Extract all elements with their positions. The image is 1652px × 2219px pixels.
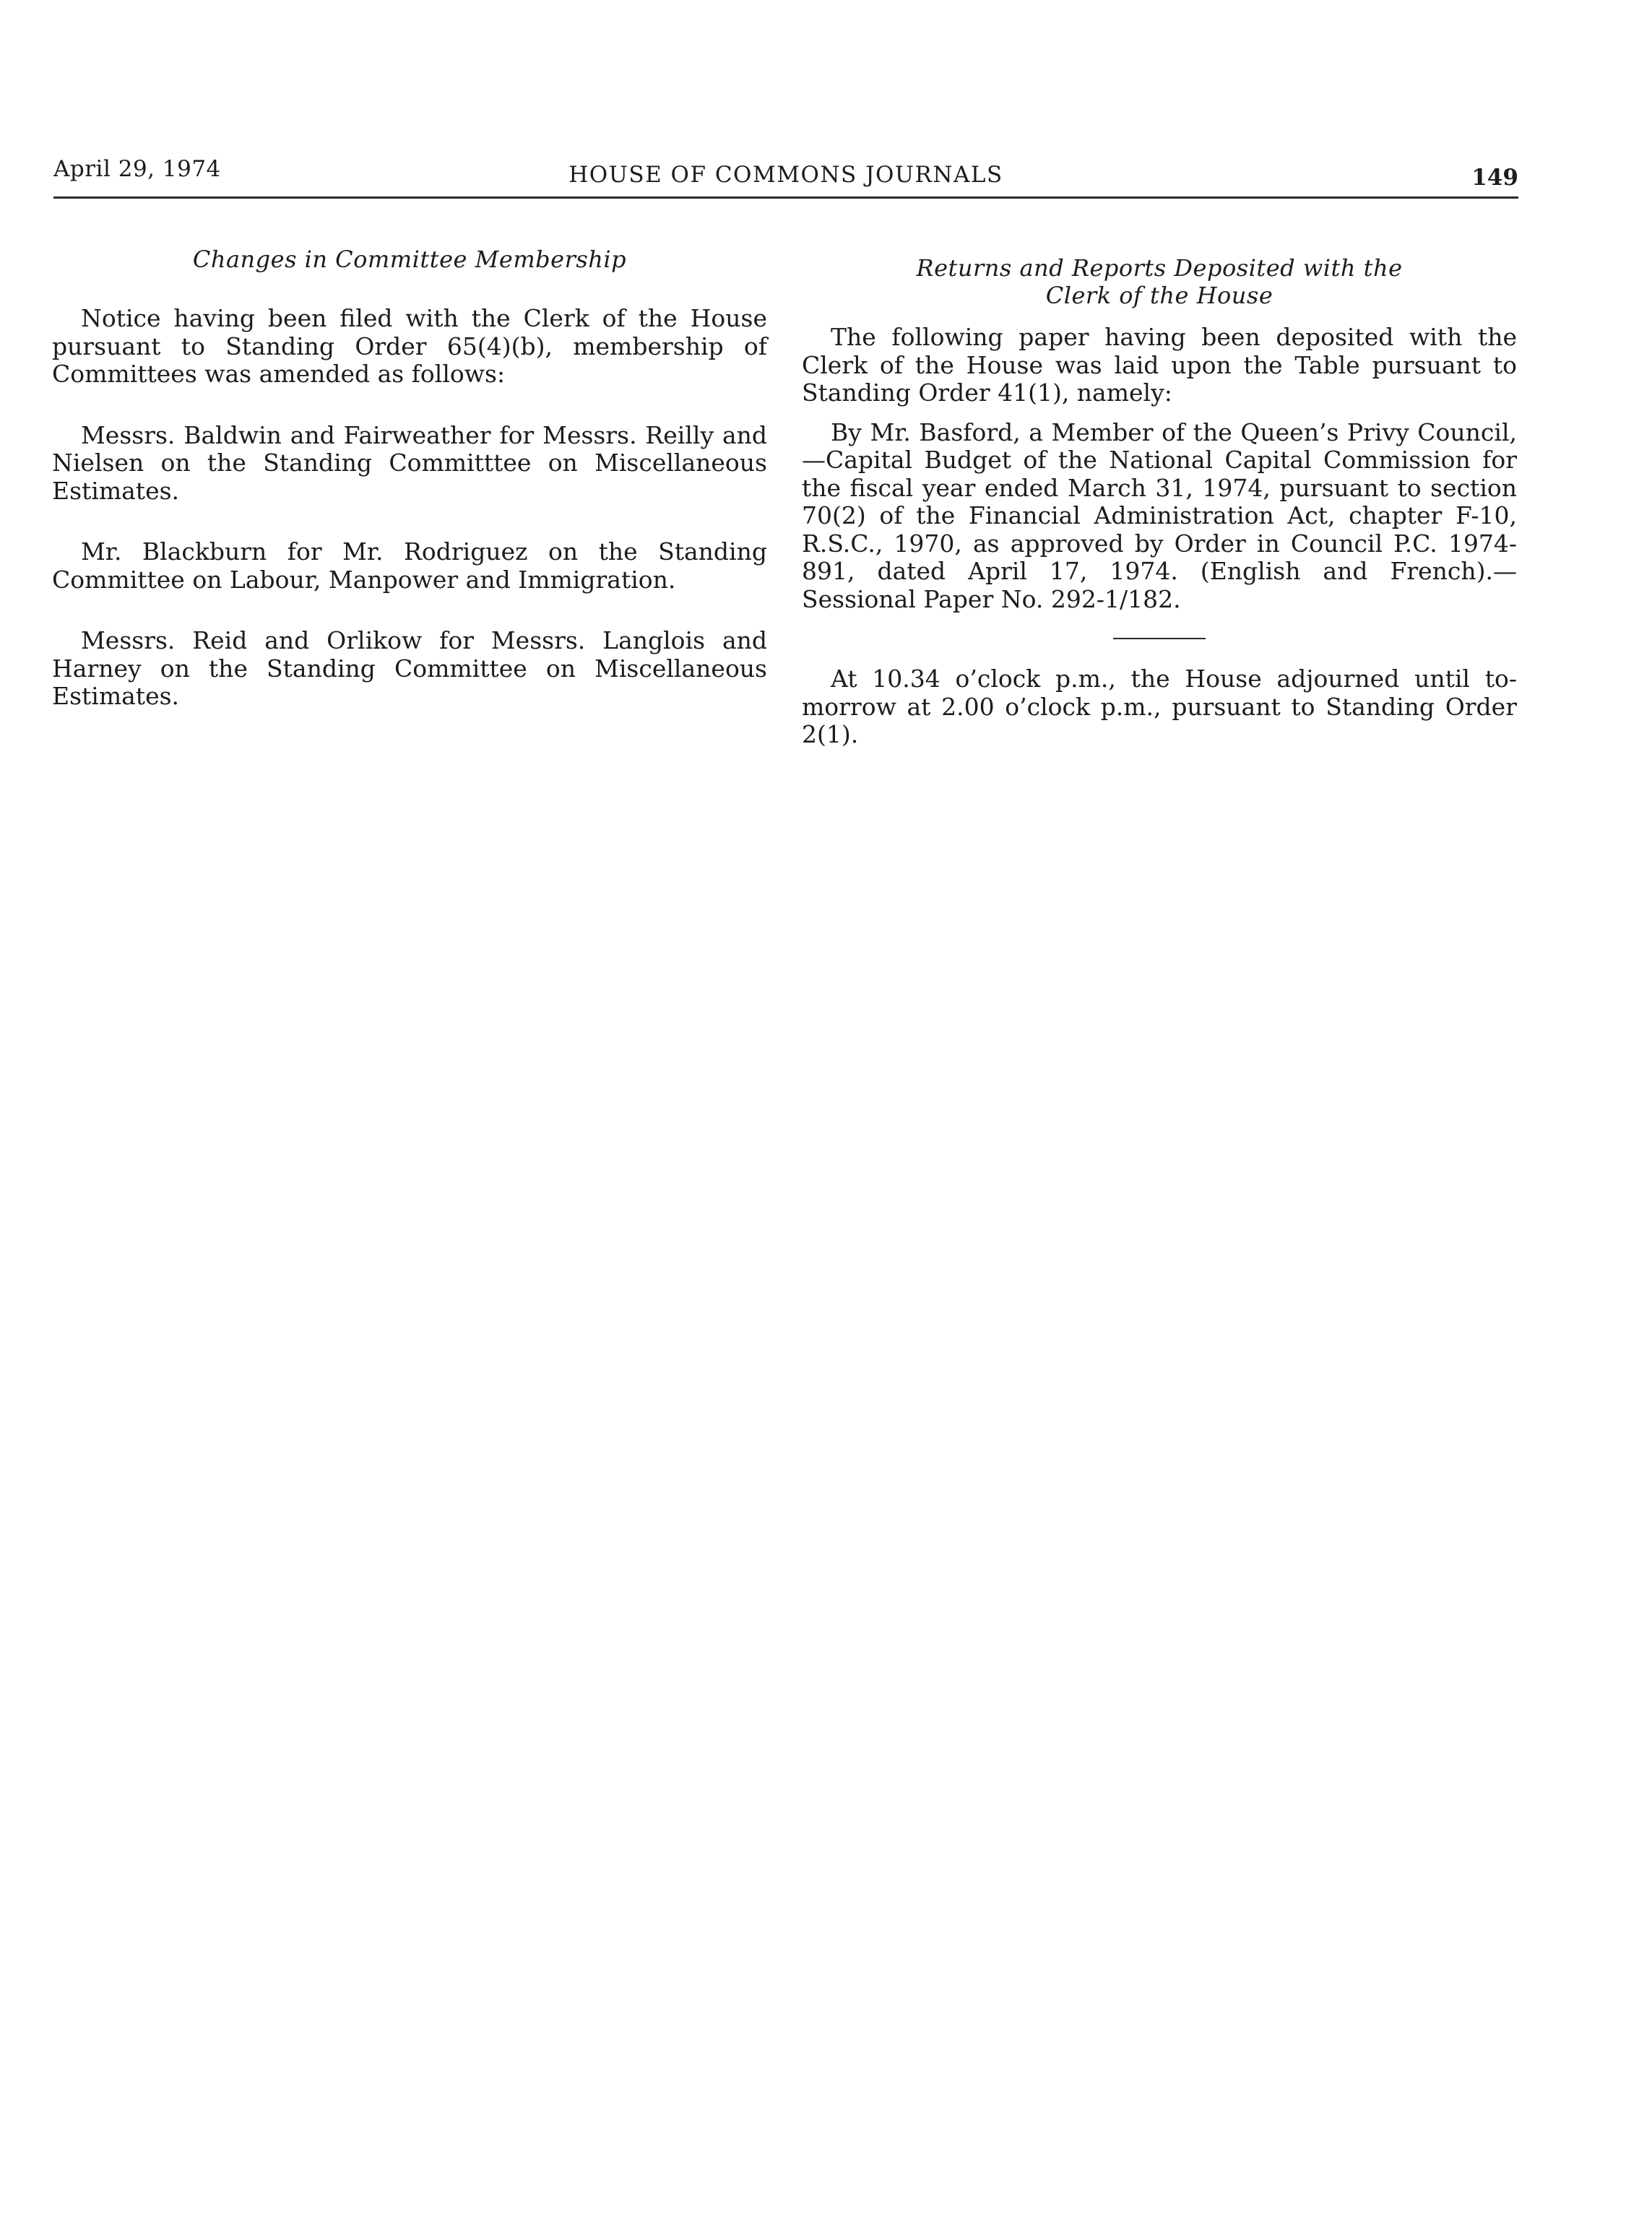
running-header [53, 153, 1518, 199]
membership-change-paragraph: Mr. Blackburn for Mr. Rodriguez on the Standing Committee on Labour, Manpower and Immigration. [52, 537, 767, 594]
section-divider [1113, 638, 1206, 639]
membership-change-paragraph: Messrs. Reid and Orlikow for Messrs. Langlois and Harney on the Standing Committee on Miscellaneous Estimates. [52, 626, 767, 710]
adjournment-paragraph: At 10.34 o’clock p.m., the House adjourned until tomorrow at 2.00 o’clock p.m., pursuant to Standing Order 2(1). [802, 665, 1517, 748]
deposited-paper-intro-paragraph: The following paper having been deposited with the Clerk of the House was laid upon the Table pursuant to Standing Order 41(1), namely: [802, 323, 1517, 407]
right-column [802, 254, 1517, 749]
section-heading-committee-changes: Changes in Committee Membership [192, 246, 627, 273]
sessional-paper-paragraph: By Mr. Basford, a Member of the Queen’s Privy Council,—Capital Budget of the National Capital Commission for the fiscal year ended March 31, 1974, pursuant to section 70(2) of the Financial Administration Act, chapter F-10, R.S.C., 1970, as approved by Order in Council P.C. 1974-891, dated April 17, 1974. (English and French).—Sessional Paper No. 292-1/182. [802, 418, 1517, 613]
membership-change-paragraph: Messrs. Baldwin and Fairweather for Messrs. Reilly and Nielsen on the Standing Committtee on Miscellaneous Estimates. [52, 420, 767, 505]
header-date: April 29, 1974 [53, 156, 221, 182]
left-column [52, 246, 767, 711]
section-heading-returns-line1: Returns and Reports Deposited with the [916, 254, 1403, 282]
page-number: 149 [1471, 165, 1518, 191]
header-title: HOUSE OF COMMONS JOURNALS [568, 162, 1003, 188]
notice-paragraph: Notice having been filed with the Clerk of the House pursuant to Standing Order 65(4)(b), membership of Committees was amended as follows: [52, 304, 767, 388]
section-heading-returns-line2: Clerk of the House [1045, 282, 1273, 309]
